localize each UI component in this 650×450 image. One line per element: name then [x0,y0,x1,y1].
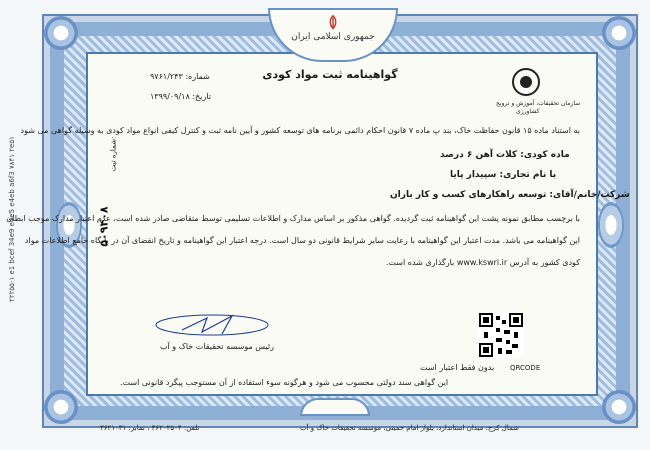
number-value: ۹۷۶۱/۲۴۳ [150,72,183,81]
institute-logo-icon [512,68,540,96]
logo-line2: کشاورزی [516,108,540,115]
date-row [150,92,211,101]
material-row [440,150,570,160]
body-paragraph-1: با برچسب مطابق نمونه پشت این گواهینامه ثبت گردیده. گواهی مذکور بر اساس مدارک و اطلاعات تسلیمی توسط متقاضی صادر شده است، عدم اعتبار مدارک موجب ابطان [6,214,580,223]
body-paragraph-2: این گواهینامه می باشد. مدت اعتبار این گواهینامه با رعایت سایر شرایط قانونی دو سال است. درجه اعتبار این گواهینامه و تاریخ انقضای آن در پایگاه جامع اطلاعات مواد [24,236,580,245]
company-value: توسعه راهکارهای کسب و کار باران [390,190,547,200]
bottom-tab-ornament [300,398,370,416]
republic-label: جمهوری اسلامی ایران [291,32,375,42]
company-row [390,190,630,200]
registration-number: ۵۰۹۴۰۸ [97,206,111,247]
corner-ornament-top-right [602,16,636,50]
logo-line1: سازمان تحقیقات، آموزش و ترویج [496,100,581,107]
material-value: کلات آهن ۶ درصد [440,150,518,160]
qr-note: بدون فقط اعتبار است [420,363,495,372]
legal-notice: این گواهی سند دولتی محسوب می شود و هرگونه سوء استفاده از آن مستوجب پیگرد قانونی است. [120,378,449,387]
side-ornament-right [598,202,624,248]
iran-emblem-icon [324,14,342,32]
registration-label: شماره ثبت: [109,136,118,172]
company-label: شرکت/خانم/آقای: [549,190,630,200]
material-label: ماده کودی: [520,150,570,160]
date-label: تاریخ: [192,92,211,101]
brand-row [450,170,556,180]
serial-strip [2,20,22,430]
body-paragraph-3: کودی کشور به آدرس www.kswri.ir بارگذاری شده است. [385,258,580,267]
corner-ornament-bottom-left [44,390,78,424]
qr-code-icon [478,312,524,358]
qr-code-label: QRCODE [510,364,541,372]
intro-text: به استناد ماده ۱۵ قانون حفاظت خاک، بند پ ماده ۷ قانون احکام دائمی برنامه های توسعه کشور و آیین نامه ثبت و کنترل کیفی انواع مواد کودی به وسیله گواهی می شود [20,126,580,135]
signature-icon [152,310,272,340]
number-label: شماره: [185,72,210,81]
certificate-title: گواهینامه ثبت مواد کودی [262,68,398,81]
registration-number-box [92,160,116,300]
brand-value: سپیدار پایا [450,170,497,180]
number-row [150,72,210,81]
signature-title: رئیس موسسه تحقیقات خاک و آب [160,342,274,351]
corner-ornament-bottom-right [602,390,636,424]
date-value: ۱۳۹۹/۰۹/۱۸ [150,92,190,101]
address-footer: شمال کرج، میدان استاندارد، بلوار امام خمینی، موسسه تحقیقات خاک و آب [300,424,519,432]
corner-ornament-top-left [44,16,78,50]
serial-strip-text: ۲۲۲۵۵-۱ e1 bcef 34e9 e4e5 e4eb a6f3 ۷۸۴۱ ۲e۵۱ [8,136,16,302]
brand-label: با نام تجاری: [499,170,557,180]
phone-footer: تلفن: ۳۶۲۰۲۵۰۴ ، نمابر: ۳۶۲۱۰۳۱ [100,424,200,432]
